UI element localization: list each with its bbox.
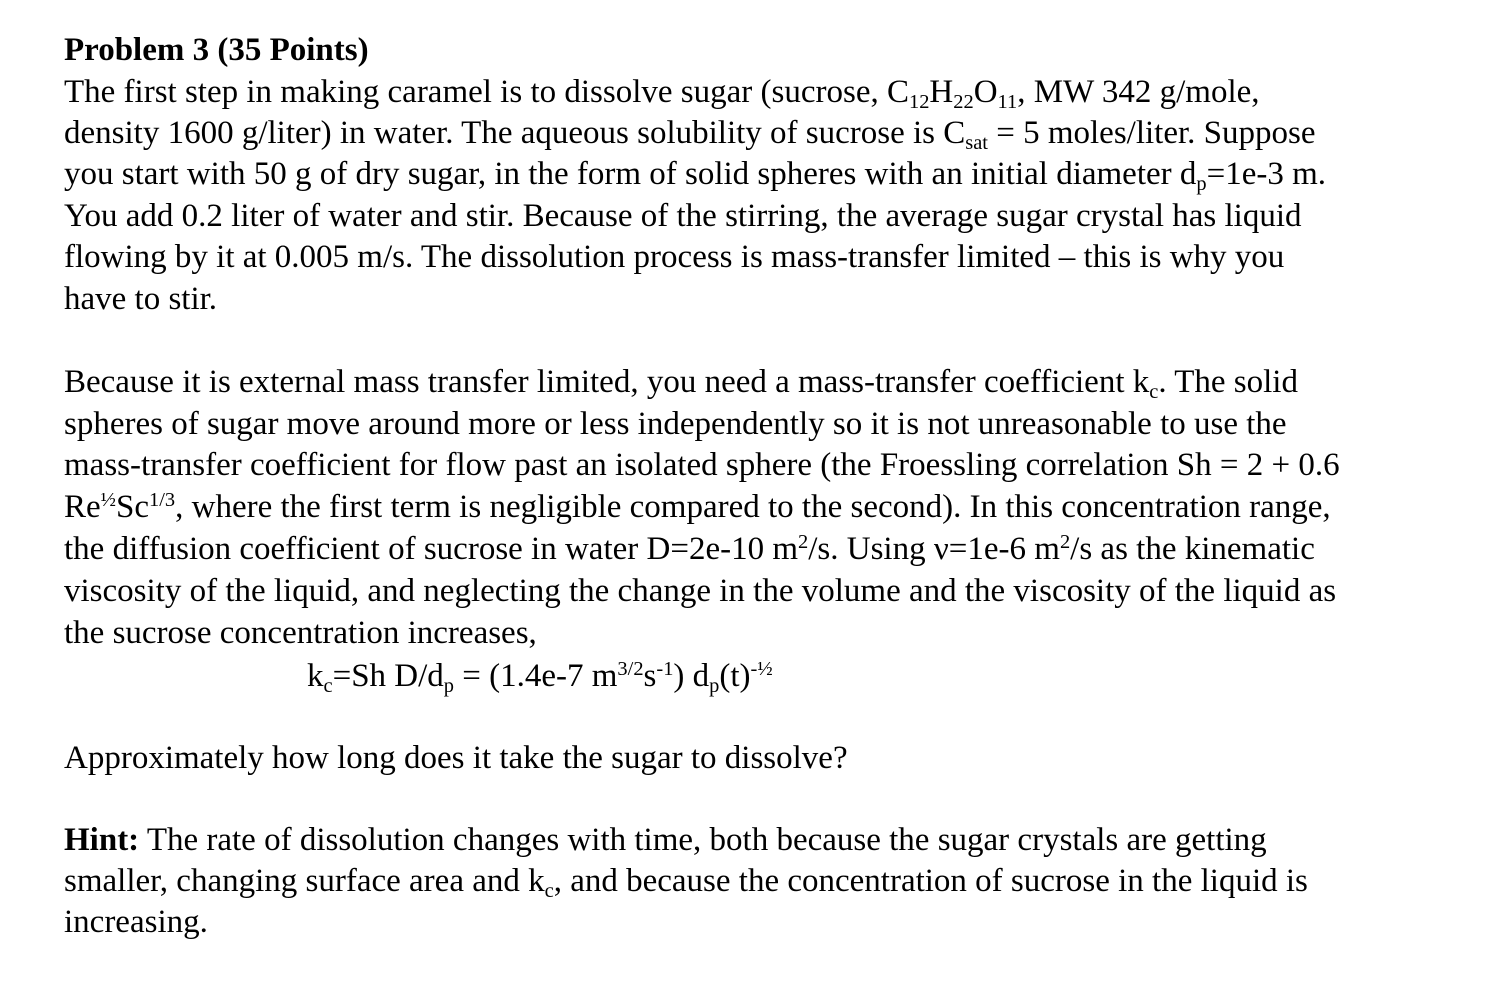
para2-line-5: the diffusion coefficient of sucrose in water D=2e-10 $m^2/s$. Using ν=1e-6 $m^2/s$ as the kinematic [64,530,1315,567]
hint-text-1: The rate of dissolution changes with time, both because the sugar crystals are getting [139,822,1267,858]
para2-line-3: mass-transfer coefficient for flow past an isolated sphere (the Froessling correlation Sh = 2 + 0.6 [64,447,1340,483]
hint-label: Hint: [64,822,140,858]
para1-line-2: density 1600 g/liter) in water. The aqueous solubility of sucrose is $C_{sat} = 5$ moles/liter. Suppose [64,115,1316,154]
para1-line-6: have to stir. [64,281,218,317]
para1-line-3: you start with 50 g of dry sugar, in the form of solid spheres with an initial diameter $d_p=1e-3$ m. [64,156,1327,195]
equation: $k_c=Sh$ $D/d_p = (1.4e-7$ $m^{3/2}s^{-1}$) $d_p(t)^{-\frac{1}{2}}$ [307,657,773,697]
para2-line-4: $Re^{\frac{1}{2}}Sc^{1/3}$, where the first term is negligible compared to the second). In this concentration range, [64,488,1331,525]
para2-line-7: the sucrose concentration increases, [64,615,537,651]
hint-line-2: smaller, changing surface area and $k_c$, and because the concentration of sucrose in the liquid is [64,863,1308,902]
para2-line-2: spheres of sugar move around more or less independently so it is not unreasonable to use the [64,406,1287,442]
hint-line-3: increasing. [64,904,208,940]
question: Approximately how long does it take the sugar to dissolve? [64,740,848,776]
para2-line-6: viscosity of the liquid, and neglecting the change in the volume and the viscosity of the liquid as [64,573,1337,609]
para2-line-1: Because it is external mass transfer limited, you need a mass-transfer coefficient $k_c$. The solid [64,364,1298,403]
problem-title: Problem 3 (35 Points) [64,32,369,68]
para1-line-4: You add 0.2 liter of water and stir. Because of the stirring, the average sugar crystal has liquid [64,198,1302,234]
hint-line-1 [64,819,1267,861]
para1-line-5: flowing by it at 0.005 m/s. The dissolution process is mass-transfer limited – this is why you [64,239,1285,275]
para1-line-1: The first step in making caramel is to dissolve sugar (sucrose, $C_{12}H_{22}O_{11}$, MW 342 g/mole, [64,74,1260,113]
